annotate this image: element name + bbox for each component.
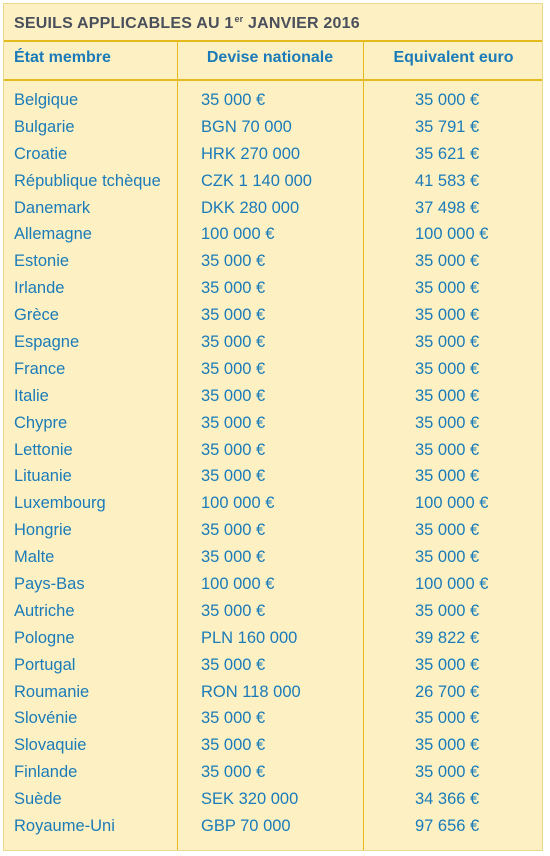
- member-state-cell: France: [14, 359, 66, 378]
- table-row: [4, 544, 544, 571]
- header-divider: [4, 79, 542, 81]
- header-euro-equivalent: Equivalent euro: [393, 49, 514, 66]
- euro-equivalent-cell: 100 000 €: [415, 575, 489, 594]
- table-row: [4, 679, 544, 706]
- euro-equivalent-cell: 35 000 €: [415, 279, 480, 298]
- member-state-cell: Suède: [14, 790, 62, 809]
- euro-equivalent-cell: 35 000 €: [415, 467, 480, 486]
- member-state-cell: Luxembourg: [14, 494, 106, 513]
- table-body: [4, 87, 544, 840]
- euro-equivalent-cell: 35 000 €: [415, 91, 480, 109]
- national-currency-cell: DKK 280 000: [201, 198, 300, 217]
- table-row: [4, 168, 544, 195]
- national-currency-cell: 35 000 €: [201, 279, 266, 298]
- euro-equivalent-cell: 100 000 €: [415, 494, 489, 513]
- member-state-cell: Finlande: [14, 763, 78, 782]
- member-state-cell: Croatie: [14, 144, 68, 163]
- table-row: [4, 463, 544, 490]
- national-currency-cell: SEK 320 000: [201, 790, 299, 809]
- table-row: [4, 786, 544, 813]
- table-row: [4, 356, 544, 383]
- member-state-cell: Allemagne: [14, 225, 92, 244]
- header-national-currency: Devise nationale: [206, 49, 334, 66]
- euro-equivalent-cell: 35 000 €: [415, 709, 480, 728]
- table-row: [4, 302, 544, 329]
- national-currency-cell: 35 000 €: [201, 521, 266, 540]
- table-row: [4, 625, 544, 652]
- national-currency-cell: 35 000 €: [201, 601, 266, 620]
- euro-equivalent-cell: 35 000 €: [415, 548, 480, 567]
- national-currency-cell: 35 000 €: [201, 548, 266, 567]
- national-currency-cell: 35 000 €: [201, 709, 266, 728]
- member-state-cell: Slovénie: [14, 709, 78, 728]
- national-currency-cell: 35 000 €: [201, 655, 266, 674]
- euro-equivalent-cell: 35 000 €: [415, 601, 480, 620]
- national-currency-cell: 35 000 €: [201, 306, 266, 325]
- euro-equivalent-cell: 35 000 €: [415, 655, 480, 674]
- national-currency-cell: 35 000 €: [201, 91, 266, 109]
- national-currency-cell: BGN 70 000: [201, 117, 292, 136]
- national-currency-cell: 100 000 €: [201, 575, 275, 594]
- euro-equivalent-cell: 35 000 €: [415, 359, 480, 378]
- member-state-cell: Portugal: [14, 655, 76, 674]
- euro-equivalent-cell: 35 000 €: [415, 521, 480, 540]
- national-currency-cell: 35 000 €: [201, 252, 266, 271]
- euro-equivalent-cell: 35 621 €: [415, 144, 480, 163]
- title-divider: [4, 40, 542, 42]
- member-state-cell: Chypre: [14, 413, 68, 432]
- national-currency-cell: 35 000 €: [201, 736, 266, 755]
- member-state-cell: Lituanie: [14, 467, 72, 486]
- table-row: [4, 114, 544, 141]
- member-state-cell: Belgique: [14, 91, 79, 109]
- national-currency-cell: 35 000 €: [201, 440, 266, 459]
- euro-equivalent-cell: 100 000 €: [415, 225, 489, 244]
- euro-equivalent-cell: 35 000 €: [415, 763, 480, 782]
- table-row: [4, 517, 544, 544]
- euro-equivalent-cell: 41 583 €: [415, 171, 480, 190]
- table-row: [4, 813, 544, 840]
- member-state-cell: Lettonie: [14, 440, 73, 459]
- table-row: [4, 652, 544, 679]
- member-state-cell: Pologne: [14, 628, 75, 647]
- national-currency-cell: RON 118 000: [201, 682, 301, 701]
- euro-equivalent-cell: 35 000 €: [415, 440, 480, 459]
- national-currency-cell: 100 000 €: [201, 225, 275, 244]
- threshold-table: [3, 3, 543, 851]
- member-state-cell: Malte: [14, 548, 55, 567]
- national-currency-cell: 35 000 €: [201, 413, 266, 432]
- member-state-cell: Autriche: [14, 601, 75, 620]
- table-row: [4, 705, 544, 732]
- table-row: [4, 275, 544, 302]
- national-currency-cell: GBP 70 000: [201, 817, 291, 836]
- table-row: [4, 759, 544, 786]
- national-currency-cell: 35 000 €: [201, 763, 266, 782]
- euro-equivalent-cell: 26 700 €: [415, 682, 480, 701]
- table-row: [4, 437, 544, 464]
- euro-equivalent-cell: 34 366 €: [415, 790, 480, 809]
- euro-equivalent-cell: 35 000 €: [415, 386, 480, 405]
- member-state-cell: Roumanie: [14, 682, 90, 701]
- national-currency-cell: 35 000 €: [201, 386, 266, 405]
- euro-equivalent-cell: 35 791 €: [415, 117, 480, 136]
- table-row: [4, 195, 544, 222]
- national-currency-cell: CZK 1 140 000: [201, 171, 312, 190]
- table-row: [4, 410, 544, 437]
- member-state-cell: Slovaquie: [14, 736, 87, 755]
- national-currency-cell: PLN 160 000: [201, 628, 298, 647]
- national-currency-cell: HRK 270 000: [201, 144, 301, 163]
- member-state-cell: Pays-Bas: [14, 575, 85, 594]
- table-row: [4, 87, 544, 114]
- euro-equivalent-cell: 35 000 €: [415, 333, 480, 352]
- member-state-cell: Danemark: [14, 198, 91, 217]
- member-state-cell: Irlande: [14, 279, 65, 298]
- euro-equivalent-cell: 37 498 €: [415, 198, 480, 217]
- table-row: [4, 248, 544, 275]
- euro-equivalent-cell: 39 822 €: [415, 628, 480, 647]
- table-title: SEUILS APPLICABLES AU 1er JANVIER 2016: [14, 14, 360, 32]
- member-state-cell: Espagne: [14, 333, 80, 352]
- national-currency-cell: 100 000 €: [201, 494, 275, 513]
- header-member-state: État membre: [14, 49, 111, 66]
- table-row: [4, 329, 544, 356]
- national-currency-cell: 35 000 €: [201, 359, 266, 378]
- euro-equivalent-cell: 97 656 €: [415, 817, 480, 836]
- euro-equivalent-cell: 35 000 €: [415, 306, 480, 325]
- member-state-cell: Bulgarie: [14, 117, 75, 136]
- euro-equivalent-cell: 35 000 €: [415, 736, 480, 755]
- member-state-cell: Hongrie: [14, 521, 72, 540]
- national-currency-cell: 35 000 €: [201, 333, 266, 352]
- table-row: [4, 732, 544, 759]
- table-row: [4, 598, 544, 625]
- member-state-cell: Royaume-Uni: [14, 817, 115, 836]
- member-state-cell: République tchèque: [14, 171, 161, 190]
- euro-equivalent-cell: 35 000 €: [415, 413, 480, 432]
- table-row: [4, 383, 544, 410]
- table-row: [4, 141, 544, 168]
- title-superscript: er: [234, 14, 244, 24]
- member-state-cell: Estonie: [14, 252, 70, 271]
- national-currency-cell: 35 000 €: [201, 467, 266, 486]
- member-state-cell: Italie: [14, 386, 49, 405]
- table-row: [4, 490, 544, 517]
- member-state-cell: Grèce: [14, 306, 59, 325]
- table-row: [4, 221, 544, 248]
- table-row: [4, 571, 544, 598]
- euro-equivalent-cell: 35 000 €: [415, 252, 480, 271]
